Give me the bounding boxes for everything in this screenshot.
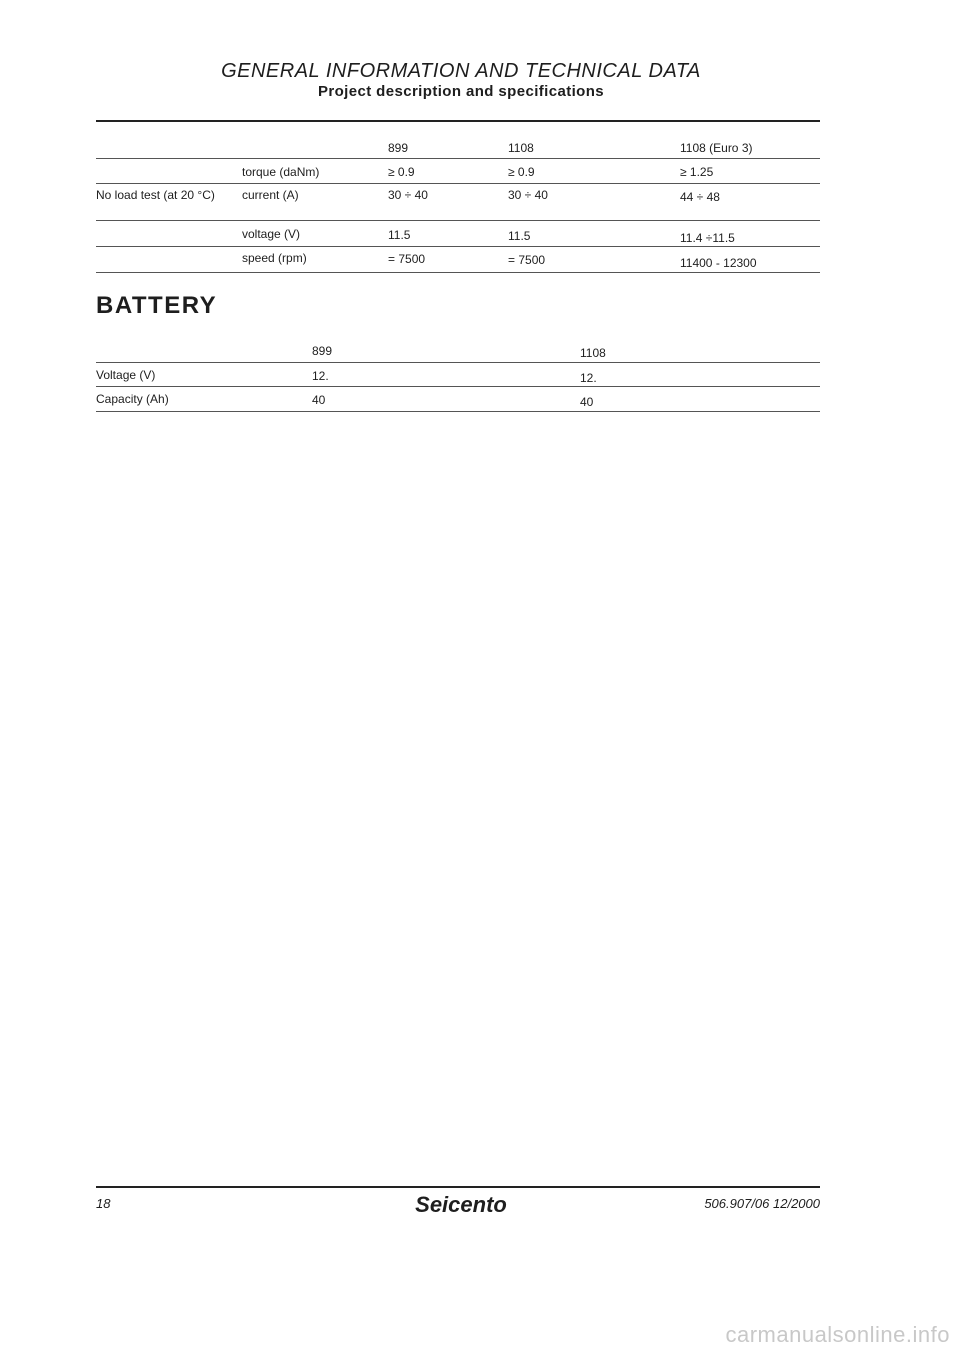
table-cell: 40 xyxy=(580,395,594,409)
table-cell: = 7500 xyxy=(388,252,426,266)
document-code: 506.907/06 12/2000 xyxy=(704,1196,820,1211)
page-number: 18 xyxy=(96,1196,111,1211)
table-cell: 12. xyxy=(312,369,329,383)
page-title: GENERAL INFORMATION AND TECHNICAL DATA xyxy=(221,60,701,82)
column-header-899: 899 xyxy=(388,141,409,155)
table-cell: 44 ÷ 48 xyxy=(680,190,720,204)
footer-rule xyxy=(96,1186,820,1188)
param-label: current (A) xyxy=(242,188,299,202)
table-cell: 40 xyxy=(312,393,326,407)
table-rule xyxy=(96,220,820,221)
column-header-899: 899 xyxy=(312,344,333,358)
param-label: voltage (V) xyxy=(242,227,301,241)
table-cell: ≥ 1.25 xyxy=(680,165,714,179)
group-label: No load test (at 20 °C) xyxy=(96,188,215,202)
table-cell: = 7500 xyxy=(508,253,546,267)
table-cell: 30 ÷ 40 xyxy=(388,188,428,202)
table-cell: 11.5 xyxy=(388,228,411,242)
column-header-1108: 1108 xyxy=(508,141,534,155)
table-cell: 11.4 ÷11.5 xyxy=(680,231,735,245)
param-label: speed (rpm) xyxy=(242,251,307,265)
column-header-1108: 1108 xyxy=(580,346,606,360)
brand-name: Seicento xyxy=(415,1192,507,1217)
table-cell: ≥ 0.9 xyxy=(388,165,415,179)
column-header-1108-euro3: 1108 (Euro 3) xyxy=(680,141,753,155)
table-cell: 11400 - 12300 xyxy=(680,256,757,270)
watermark: carmanualsonline.info xyxy=(725,1322,950,1347)
table-cell: ≥ 0.9 xyxy=(508,165,535,179)
table-rule xyxy=(96,362,820,363)
table-rule xyxy=(96,386,820,387)
header-rule xyxy=(96,120,820,122)
param-label: Capacity (Ah) xyxy=(96,392,169,406)
table-rule xyxy=(96,158,820,159)
param-label: torque (daNm) xyxy=(242,165,320,179)
section-title-battery: BATTERY xyxy=(96,292,218,319)
param-label: Voltage (V) xyxy=(96,368,156,382)
table-rule xyxy=(96,246,820,247)
table-rule xyxy=(96,411,820,412)
table-cell: 12. xyxy=(580,371,597,385)
table-rule xyxy=(96,183,820,184)
table-rule xyxy=(96,272,820,273)
page-subtitle: Project description and specifications xyxy=(317,83,605,100)
table-cell: 11.5 xyxy=(508,229,531,243)
table-cell: 30 ÷ 40 xyxy=(508,188,548,202)
